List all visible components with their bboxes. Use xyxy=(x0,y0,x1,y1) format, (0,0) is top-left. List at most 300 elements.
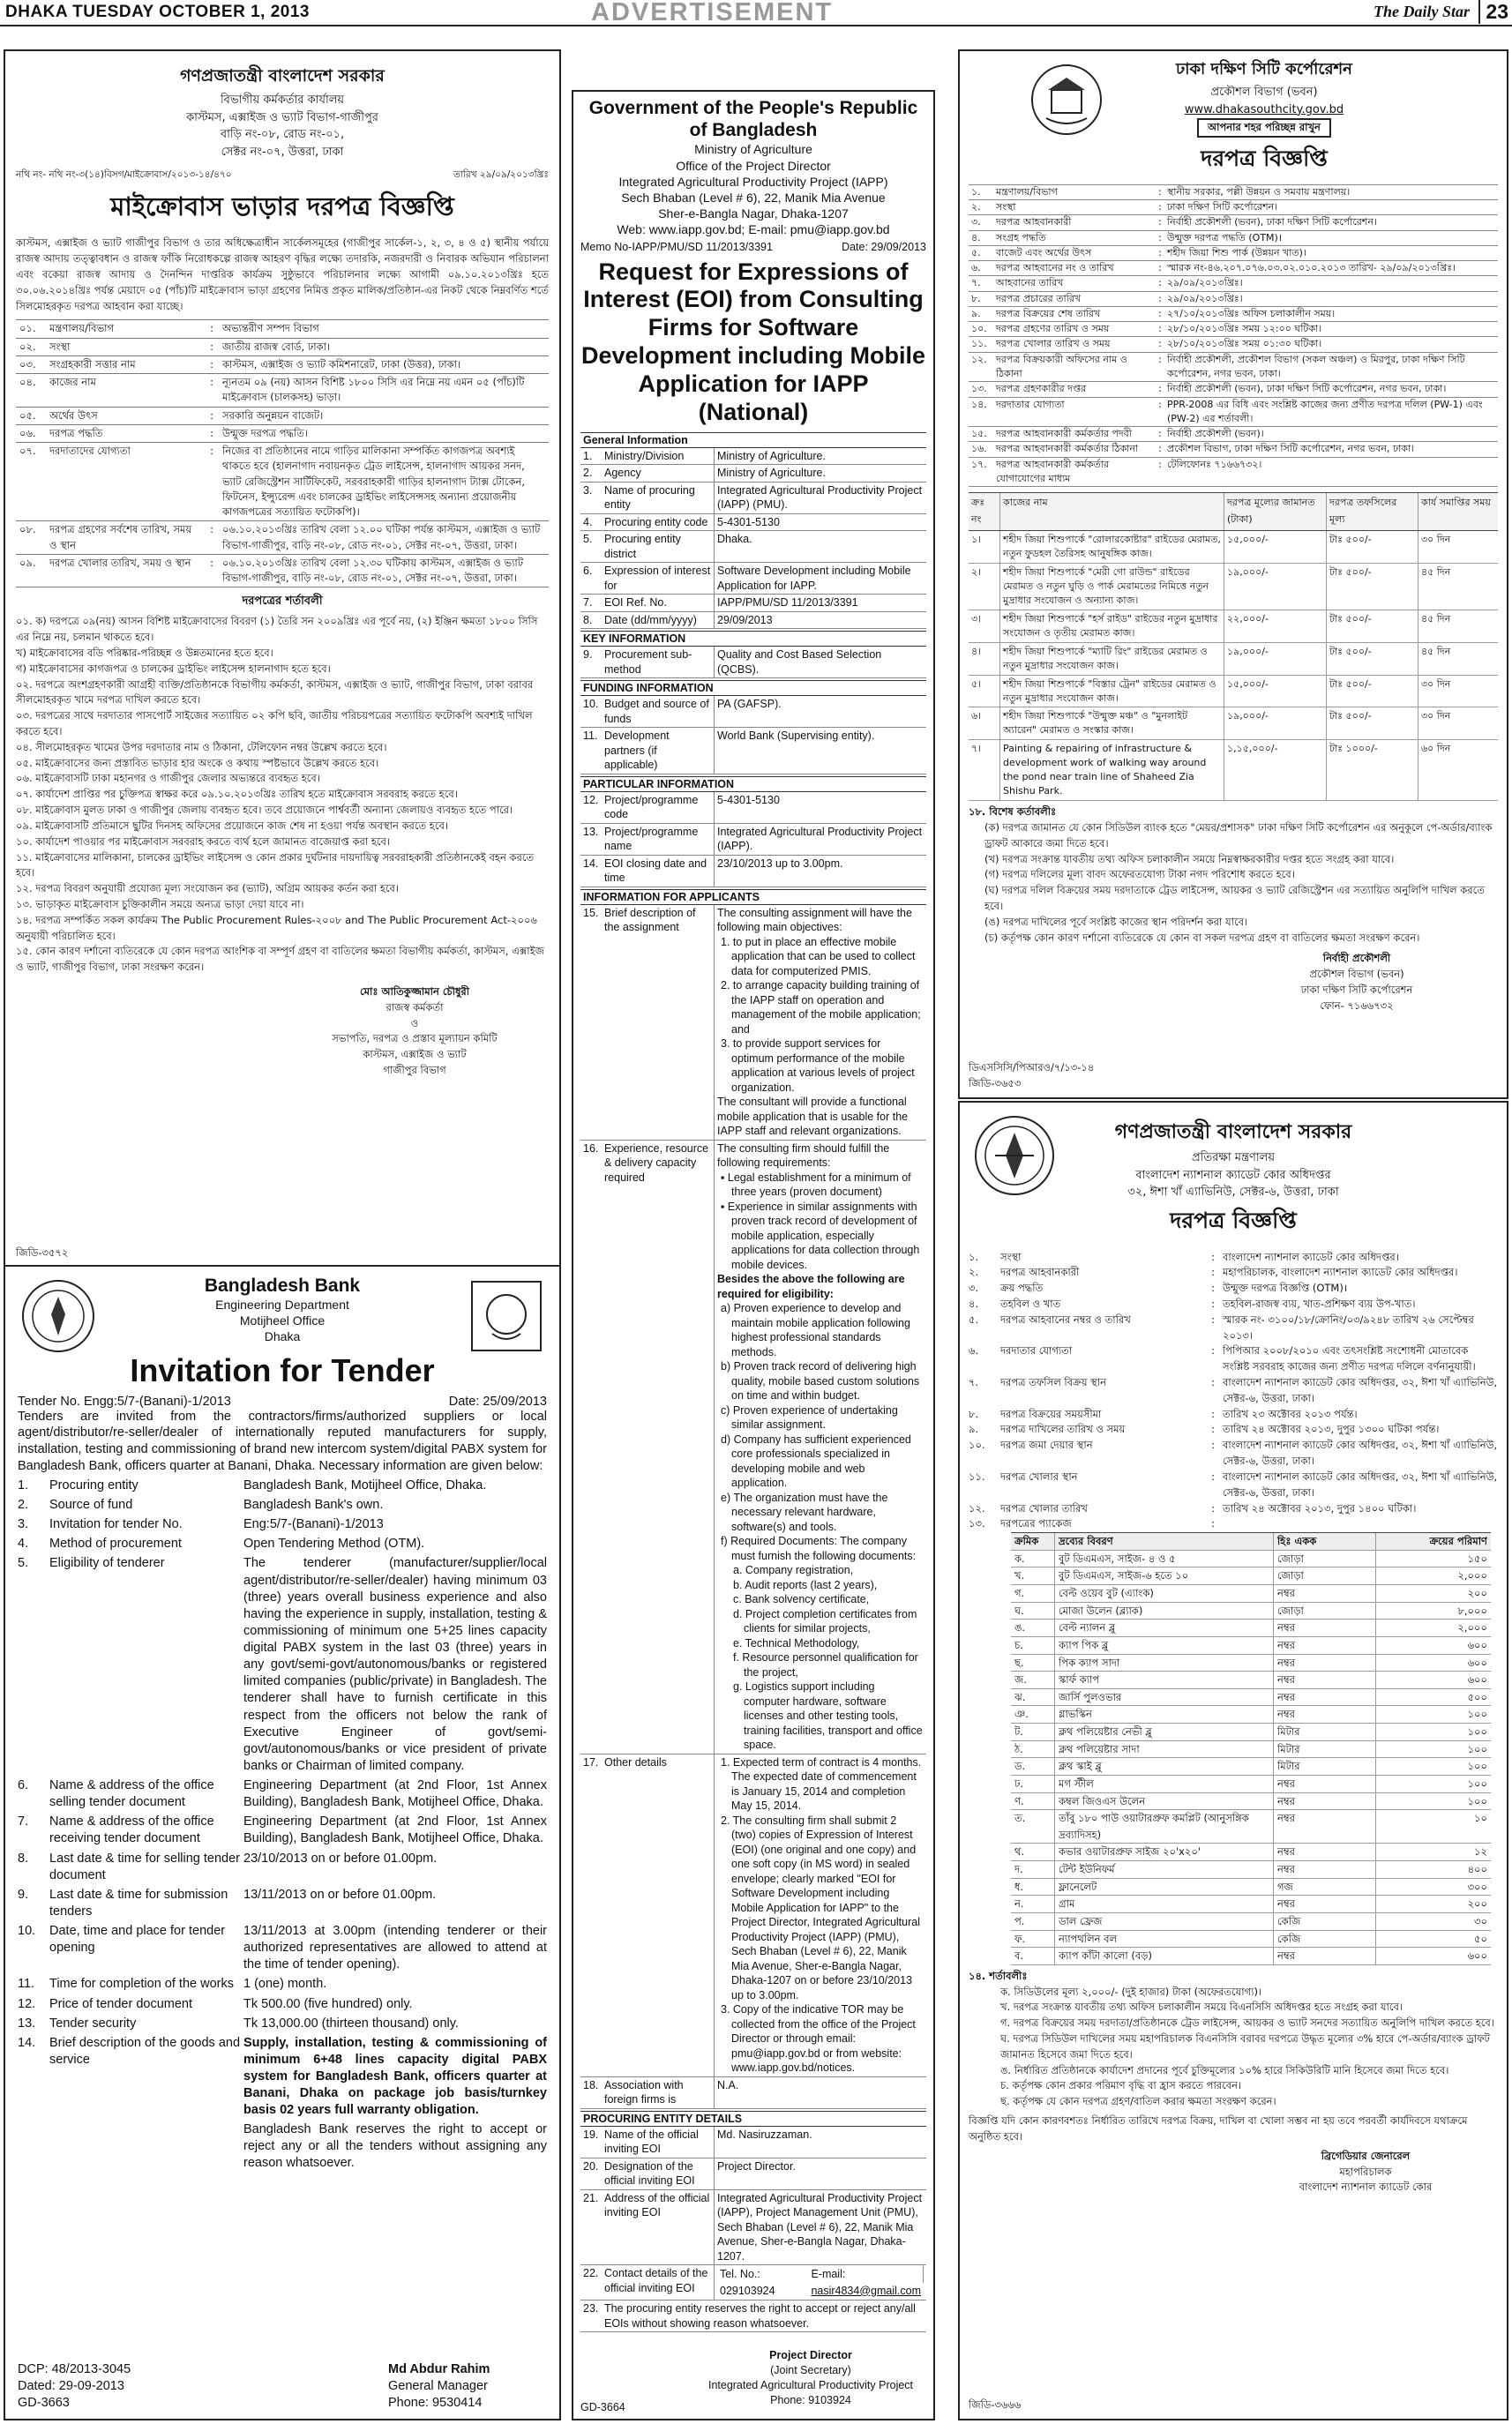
ad4-info-row-no: ১০. xyxy=(971,323,987,335)
ad4-info-row-label: দরপত্র আহবানকারী কর্মকর্তার যোগাযোগের মাধ্যম xyxy=(996,458,1109,484)
ad4-info-row-sep: : xyxy=(1158,383,1162,395)
ad2-info-row-no: 3. xyxy=(18,1517,29,1532)
ad4-info-row xyxy=(969,291,1498,306)
ad3-signer-line: Integrated Agricultural Productivity Project xyxy=(707,2378,914,2391)
ad4-website-link[interactable]: www.dhakasouthcity.gov.bd xyxy=(1184,102,1344,116)
ad3-general-row-no: 6. xyxy=(583,565,593,578)
ad5-info-row-value: উন্মুক্ত দরপত্র বিজ্ঞপ্তি (OTM)। xyxy=(1223,1282,1348,1295)
ad4-info-row-value: স্থানীয় সরকার, পল্লী উন্নয়ন ও সমবায় মন্ত্রণালয়। xyxy=(1167,185,1351,198)
ad4-info-row-sep: : xyxy=(1158,246,1162,258)
ad4-info-row-label: দরপত্র গ্রহণকারীর দপ্তর xyxy=(996,383,1087,395)
ad4-info-row xyxy=(969,245,1498,260)
ad5-goods-row-cell: বুট ডিএমএস, সাইজ-৬ হতে ১০ xyxy=(1055,1567,1274,1584)
ad3-phone: 029103924 xyxy=(720,2284,775,2297)
ad5-goods-row-cell: ঝ. xyxy=(1011,1689,1055,1706)
ad3-code: GD-3664 xyxy=(580,2401,625,2413)
ad2-footer xyxy=(18,2361,547,2412)
ad4-info-row-sep: : xyxy=(1158,353,1162,365)
ad3-eligibility: b) Proven track record of delivering high quality, mobile based custom solutions on time and within budget. xyxy=(721,1360,920,1403)
ad5-info-row-value: বাংলাদেশ ন্যাশনাল ক্যাডেট কোর অধিদপ্তর, ৩২, ঈশা খাঁ এ্যাভিনিউ, সেক্টর-৬, উত্তরা, ঢাকা। xyxy=(1223,1439,1498,1468)
ad1-term: গ) মাইক্রোবাসের কাগজপত্র ও চালকের ড্রাইভিং লাইসেন্স হালনাগাদ হতে হবে। xyxy=(16,662,331,675)
ad4-signer-line: ঢাকা দক্ষিণ সিটি কর্পোরেশন xyxy=(1300,984,1413,996)
ad5-info-row-value: বাংলাদেশ ন্যাশনাল ক্যাডেট কোর অধিদপ্তর। xyxy=(1223,1250,1399,1263)
ad3-general-row-label: Date (dd/mm/yyyy) xyxy=(602,612,715,629)
ad5-info-row-no: ৪. xyxy=(969,1297,979,1310)
ad2-info-row-label: Last date & time for selling tender document xyxy=(49,1851,241,1882)
ad1-info-row-sep: : xyxy=(210,556,213,569)
ad3-general-row-value: Ministry of Agriculture. xyxy=(717,449,826,462)
ad2-info-row-value: The tenderer (manufacturer/supplier/local agent/distributor/re-seller/dealer) having minimum 03 (three) years overall business experience and also having the experience in supply, installation, testing & commissioning of minimum one 5+25 lines capacity digital PABX system in the last 03 (three) years in any govt/semi-govt/autonomous/banks or registered limited companies (public/private) in Bangladesh. The tenderer shall have to furnish certificate in this respect from the officers not below the rank of Executive Engineer of govt/semi-govt/autonomous/banks or vice president of private banks or Chairman of limited company. xyxy=(243,1556,547,1773)
ad2-info-row-label: Time for completion of the works xyxy=(49,1977,234,1992)
ad4-info-row-sep: : xyxy=(1158,323,1162,335)
ad5-goods-row-cell: খ. xyxy=(1011,1567,1055,1584)
ad3-document: e. Technical Methodology, xyxy=(733,1636,860,1650)
ad2-info-row-no: 7. xyxy=(18,1814,29,1829)
ad2-reserve: Bangladesh Bank reserves the right to accept or reject any or all the tenders without assigning any reason whatsoever. xyxy=(243,2122,547,2171)
ad3-item-17: 17. Other details 1. Expected term of contract is 4 months. The expected date of commencement is January 15, 2014 and completion May 15, 2014. 2. The consulting firm shall submit 2 (two) copies of Expression of Interest (EOI) (one original and one copy) and one soft copy (in MS word) in sealed envelope; clearly marked "EOI for Software Development including Mobile Application for IAPP" to the Project Director, Integrated Agricultural Productivity Project (IAPP) (PMU), Sech Bhaban (Level # 6), 22, Manik Mia Avenue, Sher-e-Bangla Nagar, Dhaka-1207 on or before 23/10/2013 up to 3.00pm. 3. Copy of the indicative TOR may be collected from the office of the Project Director or through email: pmu@iapp.gov.bd or from website: www.iapp.gov.bd/notices. xyxy=(580,1754,926,2077)
ad5-info-row-label: দরপত্রের প্যাকেজ xyxy=(1000,1517,1072,1530)
ad5-goods-row xyxy=(1011,1844,1491,1861)
ad3-general-row-label: Ministry/Division xyxy=(602,448,715,465)
ad3-procuring-row-no: 20. xyxy=(583,2159,599,2173)
ad5-goods-row-cell: নম্বর xyxy=(1274,1844,1376,1860)
ad5-info-row-no: ৫. xyxy=(969,1313,979,1326)
ad5-info-row xyxy=(969,1265,1498,1281)
ad5-terms xyxy=(969,1985,1498,2111)
ad5-goods-row-cell: ৩০০ xyxy=(1467,1880,1487,1893)
ad4-note: (ঙ) দরপত্র দাখিলের পূর্বে সংশ্লিষ্ট কাজের স্থান পরিদর্শন করা যাবে। xyxy=(984,915,1248,928)
ad2-info-row-no: 11. xyxy=(18,1977,35,1992)
ad4-info-row xyxy=(969,214,1498,229)
ad4-work-row-cell: ৩০ দিন xyxy=(1421,534,1451,546)
ad3-procuring-row-value: Md. Nasiruzzaman. xyxy=(717,2128,812,2141)
ad5-goods-row-cell: ক্যাপ কাঁটা কালো (বড়) xyxy=(1055,1948,1274,1964)
ad4-info-row-value: টেলিফোনঃ ৭১৬৬৭৩২। xyxy=(1167,458,1262,470)
ad5-info-row-label: দরপত্র আহবানের নম্বর ও তারিখ xyxy=(1000,1313,1131,1326)
ad1-info-row-value: অভ্যন্তরীণ সম্পদ বিভাগ xyxy=(222,322,319,335)
ad1-info-row-label: দরপত্র গ্রহণের সর্বশেষ তারিখ, সময় ও স্থান xyxy=(49,523,192,551)
ad3-general-row-label: Agency xyxy=(602,465,715,482)
ad5-info-row-sep: : xyxy=(1211,1439,1215,1452)
ad5-goods-row-cell: কম্বল জিওএস উলেন xyxy=(1055,1793,1274,1810)
ad5-signer-line: বাংলাদেশ ন্যাশনাল ক্যাডেট কোর xyxy=(1299,2181,1433,2194)
ad2-info-row-label: Method of procurement xyxy=(49,1537,182,1552)
ad4-info-row-no: ১৬. xyxy=(971,443,987,455)
ad4-signature-block: নির্বাহী প্রকৌশলী প্রকৌশল বিভাগ (ভবন) ঢাকা দক্ষিণ সিটি কর্পোরেশন ফোন- ৭১৬৬৭৩২ xyxy=(1216,951,1498,1014)
ad3-other-detail: 3. Copy of the indicative TOR may be collected from the office of the Project Director or through email: pmu@iapp.gov.bd or from website: www.iapp.gov.bd/notices. xyxy=(721,2003,916,2075)
ad4-work-row-cell: ৪। xyxy=(969,643,1000,675)
ad3-funding-row-value: World Bank (Supervising entity). xyxy=(717,729,875,743)
ad5-info-row-label: দরপত্র জমা দেয়ার স্থান xyxy=(1000,1439,1093,1452)
ad3-general-row xyxy=(580,563,926,595)
ad3-general-row xyxy=(580,448,926,466)
ad3-general-row-value: Ministry of Agriculture. xyxy=(717,467,826,480)
ad5-info-row-label: ক্রয় পদ্ধতি xyxy=(1000,1282,1044,1295)
ad1-term: ০২. দরপত্রে অংশগ্রহণকারী আগ্রহী ব্যক্তি/প্রতিষ্ঠানকে বিভাগীয় কর্মকর্তা, কাস্টমস, এক্সাইজ ও ভ্যাট, গাজীপুর বিভাগ, ঢাকা বরাবর সীলমোহরকৃত খামে দরপত্র দাখিল করতে হবে। xyxy=(16,677,534,707)
ad5-info-row xyxy=(969,1422,1498,1438)
ad2-info-row-no: 4. xyxy=(18,1537,29,1552)
ad4-info-row-label: দরপত্র আহবানের নং ও তারিখ xyxy=(996,262,1114,274)
ad2-info-row-no: 13. xyxy=(18,2016,36,2031)
ad2-info-row-value: 1 (one) month. xyxy=(243,1977,327,1992)
ad1-info-row-sep: : xyxy=(210,408,213,422)
ad1-term: ০১. ক) দরপত্রে ০৯(নয়) আসন বিশিষ্ট মাইক্রোবাসের বিবরণ (১) তৈরি সন ২০০৯খ্রিঃ এর পূর্বে নয়, (২) ইঞ্জিন ক্ষমতা ১৮০০ সিসি এর নিম্নে নয়, চলমান থাকতে হবে। xyxy=(16,615,538,644)
ad5-goods-row-cell: ১২ xyxy=(1474,1845,1487,1859)
ad2-date: Date: 25/09/2013 xyxy=(448,1394,547,1409)
ad4-info-row-sep: : xyxy=(1158,262,1162,274)
ad5-goods-row-cell: ৫০০ xyxy=(1467,1690,1487,1703)
ad5-info-row-label: দরপত্র দাখিলের তারিখ ও সময় xyxy=(1000,1423,1126,1436)
ad3-item-15: 15. Brief description of the assignment The consulting assignment will have the following main objectives: 1. to put in place an effective mobile application that can be used to collect data for computerized PMIS. 2. to arrange capacity building training of the IAPP staff on operation and management of the mobile application; and 3. to provide support services for optimum performance of the mobile application at various levels of project organization. The consultant will provide a functional mobile application that is usable for the IAPP staff and relevant organizations. xyxy=(580,905,926,1141)
ad4-info-row-no: ৩. xyxy=(971,216,981,228)
ad4-info-row-value: ২৭/১০/২০১৩খ্রিঃ অফিস চলাকালীন সময়। xyxy=(1167,307,1336,319)
ad3-general-row-label: Procuring entity district xyxy=(602,531,715,562)
ad5-goods-row-cell: ঢ. xyxy=(1011,1776,1055,1792)
ad3-particular-row-label: EOI closing date and time xyxy=(602,856,715,887)
ad2-info-row-value: 23/10/2013 on or before 01.00pm. xyxy=(243,1851,438,1866)
ad3-particular-row-label: Project/programme code xyxy=(602,792,715,823)
ad3-document: a. Company registration, xyxy=(733,1564,854,1577)
ad2-info-row-no: 1. xyxy=(18,1478,29,1493)
ad5-goods-row-cell: জ. xyxy=(1011,1672,1055,1688)
ad4-info-row-sep: : xyxy=(1158,307,1162,319)
ad3-key-row-label: Procurement sub-method xyxy=(602,647,715,677)
ad4-work-row xyxy=(969,564,1498,610)
ad1-info-row xyxy=(16,407,549,424)
ad2-dcp: DCP: 48/2013-3045 xyxy=(18,2362,131,2377)
ad1-info-row-no: ০৯. xyxy=(19,556,36,569)
ad2-info-row xyxy=(18,1516,547,1533)
ad5-goods-row-cell: প. xyxy=(1011,1913,1055,1930)
ad4-code: জিডি-৩৬৫৩ xyxy=(969,1077,1022,1090)
ad3-procuring-row xyxy=(580,2158,926,2190)
ad1-code: জিডি-৩৫৭২ xyxy=(16,1246,69,1260)
ad5-goods-row-cell: ক্যাপ পিক ব্লু xyxy=(1055,1637,1274,1654)
ad5-goods-row-cell: ১০০ xyxy=(1467,1777,1487,1790)
ad3-eligibility: e) The organization must have the necessary relevant hardware, software(s) and tools. xyxy=(721,1491,888,1533)
ad4-info-row-sep: : xyxy=(1158,292,1162,304)
page-masthead xyxy=(0,0,1512,26)
ad5-goods-row-cell: ছ. xyxy=(1011,1655,1055,1672)
ad2-info-row-label: Date, time and place for tender opening xyxy=(49,1924,226,1956)
ad4-info-row xyxy=(969,199,1498,214)
ad4-slogan: আপনার শহর পরিচ্ছন্ন রাখুন xyxy=(1197,118,1331,138)
ad5-goods-row-cell: থ. xyxy=(1011,1844,1055,1860)
ad5-goods-row-cell: ন্যাপথলিন বল xyxy=(1055,1931,1274,1948)
ad5-goods-row-cell: জোড়া xyxy=(1274,1603,1376,1620)
ad2-info-row-no: 6. xyxy=(18,1778,29,1793)
ad3-eligibility: c) Proven experience of undertaking similar assignment. xyxy=(721,1403,898,1432)
ad5-info-row-sep: : xyxy=(1211,1282,1215,1295)
ad5-goods-row xyxy=(1011,1585,1491,1603)
ad4-info-row-value: স্মারক নং-৪৬.২০৭.০৭৬.০৩.০২.০১০.২০১৩ তারিখ- ২৯/০৯/২০১৩খ্রিঃ। xyxy=(1167,262,1456,274)
ad3-particular-row xyxy=(580,824,926,856)
ad5-goods-row-cell: ফ্লানেলেট xyxy=(1055,1879,1274,1896)
ad4-info-row xyxy=(969,397,1498,427)
ad5-goods-row xyxy=(1011,1724,1491,1741)
ad2-info-row-value: Tk 500.00 (five hundred) only. xyxy=(243,1996,413,2011)
ad4-info-row-sep: : xyxy=(1158,398,1162,410)
ad5-goods-row-cell: জার্সি পুলওভার xyxy=(1055,1689,1274,1706)
ad4-info-row xyxy=(969,426,1498,441)
ad4-info-row-value: ২৯/০৯/২০১৩খ্রিঃ। xyxy=(1167,277,1243,289)
ad4-work-row-cell: শহীদ জিয়া শিশুপার্কে "হর্স রাইড" রাইডের নতুন মুদ্রাধার সংযোজন ও তৃতীয় মেরামত কাজ। xyxy=(1000,610,1224,642)
section-title: ADVERTISEMENT xyxy=(591,0,834,26)
ad5-goods-row-cell: ডাল ফ্রেজ xyxy=(1055,1913,1274,1930)
ad2-info-row-value: Supply, installation, testing & commissioning of minimum 6+48 lines capacity digital PABX system for Bangladesh Bank, officers quarter at Banani, Dhaka on package job basis/turnkey basis 02 years full warranty obligation. xyxy=(243,2035,547,2118)
ad1-info-row-value: ০৬.১০.২০১৩খ্রিঃ তারিখ বেলা ১২.৩০ ঘটিকায় কাস্টমস, এক্সাইজ ও ভ্যাট বিভাগ-গাজীপুর, বাড়ি নং-০৮, রোড নং-০১, সেক্টর নং-০৭, উত্তরা, ঢাকা। xyxy=(222,556,524,585)
ad4-work-row-cell: ১,১৫,০০০/- xyxy=(1224,740,1327,800)
ad5-goods-row-cell: ২০০ xyxy=(1467,1897,1487,1911)
ad2-headline: Invitation for Tender xyxy=(130,1351,435,1388)
ad4-work-row-cell: ১। xyxy=(969,531,1000,563)
ad3-email-link[interactable]: nasir4834@gmail.com xyxy=(811,2284,921,2297)
ad5-goods-row-cell: জোড়া xyxy=(1274,1567,1376,1584)
ad1-info-row xyxy=(16,373,549,407)
ad5-goods-row xyxy=(1011,1776,1491,1793)
ad4-info-row-label: আহবানের তারিখ xyxy=(996,277,1064,289)
ad4-work-row-cell: ২২,০০০/- xyxy=(1224,610,1327,642)
ad5-goods-row-cell: গ. xyxy=(1011,1585,1055,1602)
ad3-address-line: Office of the Project Director xyxy=(676,158,831,173)
ad1-info-row xyxy=(16,554,549,587)
ad3-signer-line: Phone: 9103924 xyxy=(770,2393,851,2406)
ad5-goods-row xyxy=(1011,1603,1491,1620)
bncc-emblem-icon xyxy=(974,1115,1055,1201)
ad4-work-row-cell: ২। xyxy=(969,564,1000,610)
ad5-goods-row-cell: ১০০ xyxy=(1467,1760,1487,1773)
ad3-address-line: Sech Bhaban (Level # 6), 22, Manik Mia Avenue xyxy=(621,190,886,205)
ad3-general-row-value: Integrated Agricultural Productivity Project (IAPP) (PMU). xyxy=(717,483,923,512)
ad2-info-row-no: 10. xyxy=(18,1924,36,1939)
ad2-info-row-value: Engineering Department (at 2nd Floor, 1st Annex Building), Bangladesh Bank, Motijheel Office, Dhaka. xyxy=(243,1778,547,1810)
ad5-goods-row-cell: নম্বর xyxy=(1274,1672,1376,1688)
ad4-info-row-sep: : xyxy=(1158,277,1162,289)
ad2-info-row-label: Last date & time for submission tenders xyxy=(49,1887,228,1919)
ad3-general-row-label: EOI Ref. No. xyxy=(602,595,715,611)
ad5-info-row-label: দরপত্র বিক্রয়ের সময়সীমা xyxy=(1000,1407,1102,1420)
ad4-work-row-cell: টাঃ ৫০০/- xyxy=(1327,643,1418,675)
ad5-goods-row-cell: ক্লথ পলিয়েষ্টার সাদা xyxy=(1055,1741,1274,1758)
ad4-info-row-no: ৮. xyxy=(971,292,981,304)
ad5-goods-table xyxy=(1011,1532,1491,1965)
ad4-work-row-cell: ৭। xyxy=(969,740,1000,800)
ad4-info-row-no: ৬. xyxy=(971,262,981,274)
ad2-intro: Tenders are invited from the contractors/firms/authorized suppliers or local agent/distributor/re-seller/dealer of internationally reputed manufacturers for supply, installation, testing and commissioning of brand new intercom system/digital PABX system for Bangladesh Bank, officers quarter at Banani, Dhaka. Necessary information are given below: xyxy=(18,1409,547,1474)
ad1-info-row-value: কাস্টমস, এক্সাইজ ও ভ্যাট কমিশনারেট, ঢাকা (উত্তর), ঢাকা। xyxy=(222,357,461,370)
ad4-info-row xyxy=(969,230,1498,245)
ad2-address-line: Engineering Department xyxy=(215,1298,349,1312)
ad5-goods-row-cell: নম্বর xyxy=(1274,1620,1376,1636)
ad3-general-row-no: 7. xyxy=(583,596,593,610)
ad4-work-row-cell: ১৯,০০০/- xyxy=(1224,707,1327,739)
ad1-term: ১৫. কোন কারণ দর্শানো ব্যতিরেকে যে কোন দরপত্র আংশিক বা সম্পূর্ণ গ্রহণ বা বাতিলের ক্ষমতা বিভাগীয় কর্মকর্তা, কাস্টমস, এক্সাইজ ও ভ্যাট, গাজীপুর বিভাগ, ঢাকা সংরক্ষণ করেন। xyxy=(16,945,544,974)
ad2-info-row xyxy=(18,1478,547,1494)
ad5-terms-title: ১৪. শর্তাবলীঃ xyxy=(969,1969,1028,1982)
ad4-info-row-value: উন্মুক্ত দরপত্র পদ্ধতি (OTM)। xyxy=(1167,231,1283,243)
ad1-info-row-no: ০৭. xyxy=(19,445,36,458)
ad5-goods-row-cell: ১০০ xyxy=(1467,1794,1487,1807)
ad4-info-row xyxy=(969,321,1498,336)
ad1-info-row-label: সংগ্রহকারী সত্তার নাম xyxy=(49,357,136,370)
ad5-info-row-no: ৭. xyxy=(969,1376,979,1388)
ad2-info-row-label: Brief description of the goods and service xyxy=(49,2035,241,2067)
ad2-info-row-value: 13/11/2013 at 3.00pm (intending tenderer or their authorized representatives are allowed to attend at the time of tender opening). xyxy=(243,1924,547,1972)
ad3-particular-row-value: 23/10/2013 up to 3.00pm. xyxy=(717,857,843,870)
ad1-term: খ) মাইক্রোবাসের বডি পরিষ্কার-পরিচ্ছন্ন ও উন্নতমানের হতে হবে। xyxy=(16,646,273,659)
ad4-work-row-cell: টাঃ ৫০০/- xyxy=(1327,707,1418,739)
ad3-funding-row xyxy=(580,696,926,728)
ad3-procuring-row-no: 21. xyxy=(583,2191,599,2204)
ad3-funding-row-no: 10. xyxy=(583,698,599,711)
ad5-info-row-value: পিপিআর ২০০৮/২০১০ এবং তৎসংশ্লিষ্ট সংশোধনী মোতাবেক সংশ্লিষ্ট সরবরাহ কাজের জন্য প্রণীত দরপত্র দলিলে বর্ণনানুযায়ী। xyxy=(1223,1344,1476,1373)
ad3-sec-general: General Information xyxy=(580,432,926,448)
ad5-goods-row-cell: ৬০০ xyxy=(1467,1638,1487,1651)
ad5-info-row-sep: : xyxy=(1211,1344,1215,1358)
ad5-goods-row-cell: ১০০ xyxy=(1467,1725,1487,1738)
ad3-funding-row-label: Budget and source of funds xyxy=(602,696,715,727)
ad5-goods-row-cell: দ. xyxy=(1011,1861,1055,1878)
ad4-info-row-value: ২৮/১০/২০১৩খ্রিঃ সময় ০১:৩০ ঘটিকা। xyxy=(1167,338,1322,350)
ad3-document: d. Project completion certificates from clients for similar projects, xyxy=(733,1607,917,1635)
ad3-general-row-value: Dhaka. xyxy=(717,533,752,546)
ad1-info-row-no: ০৮. xyxy=(19,523,36,536)
ad5-signature-block: ব্রিগেডিয়ার জেনারেল মহাপরিচালক বাংলাদেশ ন্যাশনাল ক্যাডেট কোর xyxy=(1233,2149,1498,2196)
ad5-goods-row xyxy=(1011,1655,1491,1672)
ad4-info-row-no: ৫. xyxy=(971,246,981,258)
ad4-info-row-no: ৪. xyxy=(971,231,981,243)
ad5-goods-row-cell: ফ. xyxy=(1011,1931,1055,1948)
ad4-work-row-cell: টাঃ ৫০০/- xyxy=(1327,610,1418,642)
ad5-goods-row-cell: ১০০ xyxy=(1467,1742,1487,1755)
ad2-info-row-label: Name & address of the office receiving tender document xyxy=(49,1814,214,1846)
ad3-procuring-row-no: 19. xyxy=(583,2128,599,2141)
ad4-work-row xyxy=(969,643,1498,676)
ad5-goods-row-cell: নম্বর xyxy=(1274,1585,1376,1602)
ad3-particular-row-no: 14. xyxy=(583,857,599,870)
ad4-work-row-cell: টাঃ ৫০০/- xyxy=(1327,564,1418,610)
ad2-info-row-label: Name & address of the office selling tender document xyxy=(49,1778,214,1810)
ad1-terms xyxy=(16,614,549,976)
ad5-info-row-no: ২. xyxy=(969,1266,979,1279)
ad5-info-row-no: ৩. xyxy=(969,1282,979,1295)
ad5-goods-row xyxy=(1011,1879,1491,1897)
ad4-work-row-cell: শহীদ জিয়া শিশুপার্কে "ম্যাটি রিং" রাইডের মেরামত ও নতুন মুদ্রাধার সংযোজন কাজ। xyxy=(1000,643,1224,675)
ad2-info-row-label: Source of fund xyxy=(49,1498,133,1513)
ad4-work-row-cell: ১৫,০০০/- xyxy=(1224,531,1327,563)
ad4-info-row xyxy=(969,306,1498,321)
ad3-particular-row xyxy=(580,856,926,887)
ad4-info-row-label: সংস্থা xyxy=(996,201,1016,213)
ad3-particular-row-value: 5-4301-5130 xyxy=(717,793,780,806)
ad4-info-row xyxy=(969,260,1498,275)
ad5-term: গ. দরপত্র বিক্রয়ের সময় দরদাতা/প্রতিষ্ঠানকে ট্রেড লাইসেন্স, আয়কর ও ভ্যাট সনদের সত্যায়িত অনুলিপি দাখিল করতে হবে। xyxy=(1000,2016,1494,2030)
ad5-goods-row-cell: নম্বর xyxy=(1274,1706,1376,1723)
ad3-general-row xyxy=(580,514,926,532)
ad5-goods-row-cell: নম্বর xyxy=(1274,1810,1376,1843)
ad5-term: ক. সিডিউলের মূল্য ২,০০০/- (দুই হাজার) টাকা (অফেরতযোগ্য)। xyxy=(1000,1985,1262,1998)
ad1-info-row-no: ০৬. xyxy=(19,426,36,439)
ad5-info-row-no: ১৩. xyxy=(969,1517,985,1530)
ad3-address-line: Ministry of Agriculture xyxy=(694,142,812,157)
ad5-goods-row-cell: চ. xyxy=(1011,1637,1055,1654)
ad3-general-row-value: IAPP/PMU/SD 11/2013/3391 xyxy=(717,596,858,610)
ad3-general-row-no: 3. xyxy=(583,483,593,497)
ad5-goods-row-cell: নম্বর xyxy=(1274,1655,1376,1672)
ad2-info-row xyxy=(18,1996,547,2013)
ad5-goods-row-cell: ১০০ xyxy=(1467,1708,1487,1721)
ad2-info-row-value: Engineering Department (at 2nd Floor, 1st Annex Building), Bangladesh Bank, Motijheel Office, Dhaka. xyxy=(243,1814,547,1846)
ad5-goods-row-cell: নম্বর xyxy=(1274,1861,1376,1878)
ad3-eligibility: a) Proven experience to develop and maintain mobile application following highest professional standards methods. xyxy=(721,1302,910,1358)
ad2-info-row-value: Bangladesh Bank's own. xyxy=(243,1498,384,1513)
ad5-info-row-value: বাংলাদেশ ন্যাশনাল ক্যাডেট কোর অধিদপ্তর, ৩২, ঈশা খাঁ এ্যাভিনিউ, সেক্টর-৬, উত্তরা, ঢাকা। xyxy=(1223,1470,1498,1499)
ad4-info-row xyxy=(969,275,1498,290)
ad5-goods-row-cell: নম্বর xyxy=(1274,1637,1376,1654)
ad3-other-detail: 1. Expected term of contract is 4 months. The expected date of commencement is January 15, 2014 and completion May 15, 2014. xyxy=(721,1755,922,1813)
ad3-eligibility: d) Company has sufficient experienced core professionals specialized in developing mobile and web application. xyxy=(721,1433,911,1490)
ad-microbus-tender xyxy=(4,49,561,1270)
ad5-goods-row-cell: ণ. xyxy=(1011,1793,1055,1810)
ad1-info-row-label: কাজের নাম xyxy=(49,376,96,389)
ad4-info-row-value: ঢাকা দক্ষিণ সিটি কর্পোরেশন। xyxy=(1167,201,1278,213)
ad5-address-line: প্রতিরক্ষা মন্ত্রণালয় xyxy=(1192,1151,1275,1164)
ad1-signature-block xyxy=(281,984,549,1079)
ad5-goods-row-cell: ন. xyxy=(1011,1896,1055,1912)
ad2-info-row-label: Price of tender document xyxy=(49,1996,193,2011)
ad2-info-row xyxy=(18,1555,547,1775)
ad4-info-row-no: ৭. xyxy=(971,277,981,289)
ad1-intro: কাস্টমস, এক্সাইজ ও ভ্যাট গাজীপুর বিভাগ ও তার অধিক্ষেত্রাধীন সার্কেলসমূহের (গাজীপুর সার্কেল-১, ২, ৩, ৪ ও ৫) স্থানীয় পর্যায়ে রাজস্ব আদায় তত্ত্বাবধান ও রাজস্ব ফাঁকি নিরোধকল্পে রাজস্ব আহরণ বৃদ্ধির লক্ষ্যে তদারকি, নজরদারী ও নিবারক অভিযান পরিচালনা এবং বকেয়া রাজস্ব আদায় ও দৈনন্দিন দাপ্তরিক কার্যক্রম সুষ্ঠুভাবে পরিচালনার লক্ষ্যে আগামী ০৯.১০.২০১৩খ্রিঃ হতে ৩০.০৬.২০১৪খ্রিঃ পর্যন্ত মেয়াদে ০৫ (পাঁচ)টি মাইক্রোবাস ভাড়া গ্রহণের নিমিত্ত প্রকৃত মালিক/প্রতিষ্ঠান-এর নিকট থেকে নিম্নবর্ণিত শর্তে সিলমোহরকৃত দরপত্র আহবান করা যাচ্ছে। xyxy=(16,236,549,312)
ad4-ref: ডিএসসিসি/পিআরও/৭/১৩-১৪ xyxy=(969,1061,1095,1074)
ad1-term: ১১. মাইক্রোবাসের মালিকানা, চালকের ড্রাইভিং লাইসেন্স ও কোন প্রকার দুর্ঘটনার দায়দায়িত্ব সরবরাহকারী প্রতিষ্ঠানকেই বহন করতে হবে। xyxy=(16,850,535,879)
ad4-note: (খ) দরপত্র সংক্রান্ত যাবতীয় তথ্য অফিস চলাকালীন সময়ে নিম্নস্বাক্ষরকারীর দপ্তর হতে সংগ্রহ করা যাবে। xyxy=(984,852,1395,865)
ad5-goods-row-cell: কেজি xyxy=(1274,1913,1376,1930)
ad5-info-row xyxy=(969,1501,1498,1517)
ad3-general-row-value: 5-4301-5130 xyxy=(717,515,780,528)
ad1-info-row xyxy=(16,520,549,554)
ad5-goods-row xyxy=(1011,1620,1491,1637)
ad2-info-row xyxy=(18,1887,547,1920)
ad4-info-row-no: ১১. xyxy=(971,338,987,350)
ad3-procuring-row xyxy=(580,2190,926,2266)
ad5-info-row-no: ১. xyxy=(969,1250,979,1263)
ad5-info-row xyxy=(969,1438,1498,1470)
page-number: 23 xyxy=(1478,0,1508,24)
ad3-procuring-row-label: Designation of the official inviting EOI xyxy=(602,2158,715,2189)
ad2-info-row-value: Bangladesh Bank, Motijheel Office, Dhaka. xyxy=(243,1478,487,1493)
ad3-address xyxy=(580,141,926,237)
ad5-info-row-value: তহবিল-রাজস্ব ব্যয়, খাত-প্রশিক্ষণ ব্যয় উপ-খাত। xyxy=(1223,1297,1416,1310)
ad5-info-row-sep: : xyxy=(1211,1266,1215,1279)
ad5-goods-row-cell: ট. xyxy=(1011,1724,1055,1740)
ad3-general-row-value: Software Development including Mobile Application for IAPP. xyxy=(717,565,911,592)
ad5-goods-row xyxy=(1011,1896,1491,1913)
ad2-info-row-label: Procuring entity xyxy=(49,1478,138,1493)
ad5-term: ঙ. নির্ধারিত প্রতিষ্ঠানকে কার্যাদেশ প্রদানের পূর্বে চুক্তিমূল্যের ১০% হারে সিকিউরিটি মানি হিসেবে জমা দিতে হবে। xyxy=(1000,2063,1449,2076)
ad4-signer-line: ফোন- ৭১৬৬৭৩২ xyxy=(1320,999,1394,1012)
ad4-sub: প্রকৌশল বিভাগ (ভবন) xyxy=(1210,86,1318,99)
ad4-work-row-cell: ৪৫ দিন xyxy=(1421,612,1451,625)
ad3-sec-applicants: INFORMATION FOR APPLICANTS xyxy=(580,889,926,905)
ad5-goods-row xyxy=(1011,1567,1491,1585)
ad5-goods-row-cell: জোড়া xyxy=(1274,1551,1376,1567)
ad4-work-row-cell: ৬০ দিন xyxy=(1421,743,1451,755)
ad1-info-row-value: ন্যূনতম ০৯ (নয়) আসন বিশিষ্ট ১৮০০ সিসি এর নিম্নে নয় এমন ০৫ (পাঁচ)টি মাইক্রোবাস (চালকসহ) ভাড়া। xyxy=(222,376,525,404)
ad4-info-row-no: ১৫. xyxy=(971,428,987,440)
ad4-info-row-sep: : xyxy=(1158,428,1162,440)
ad4-info-row-sep: : xyxy=(1158,216,1162,228)
